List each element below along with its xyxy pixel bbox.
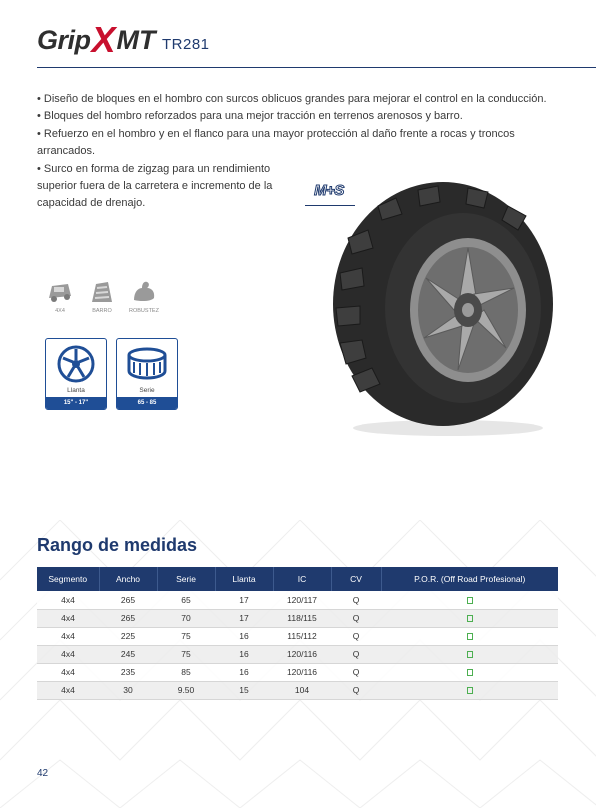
card-label: Serie xyxy=(139,387,155,394)
table-cell: 17 xyxy=(215,591,273,609)
checkbox-icon xyxy=(467,651,473,658)
table-cell: 120/117 xyxy=(273,591,331,609)
feature-item: • Refuerzo en el hombro y en el flanco para una mayor protección al daño frente a rocas y troncos arrancados. xyxy=(37,127,515,158)
page-number: 42 xyxy=(37,768,49,779)
4x4-vehicle-icon xyxy=(46,278,74,304)
table-cell: Q xyxy=(331,591,381,609)
table-cell: 4x4 xyxy=(37,663,99,681)
table-cell: 4x4 xyxy=(37,681,99,699)
table-cell: Q xyxy=(331,663,381,681)
table-cell: 16 xyxy=(215,627,273,645)
table-cell: 17 xyxy=(215,609,273,627)
table-cell: 265 xyxy=(99,609,157,627)
table-cell: 85 xyxy=(157,663,215,681)
checkbox-icon xyxy=(467,669,473,676)
card-range: 65 - 85 xyxy=(117,397,177,409)
table-cell: 235 xyxy=(99,663,157,681)
header-divider xyxy=(37,67,596,68)
table-row xyxy=(37,627,558,645)
table-cell xyxy=(381,591,558,609)
table-row xyxy=(37,663,558,681)
feature-robustez xyxy=(129,278,159,314)
table-cell: 15 xyxy=(215,681,273,699)
feature-barro xyxy=(87,278,117,314)
ms-badge-text: M+S xyxy=(314,182,344,199)
table-cell: 4x4 xyxy=(37,645,99,663)
tire-illustration xyxy=(318,178,558,440)
table-cell: 4x4 xyxy=(37,627,99,645)
table-header-row xyxy=(37,567,558,591)
table-cell: Q xyxy=(331,645,381,663)
feature-icons-row xyxy=(45,278,159,314)
tire-series-icon xyxy=(126,345,168,383)
checkbox-icon xyxy=(467,687,473,694)
tire-image xyxy=(318,178,558,440)
table-cell: 104 xyxy=(273,681,331,699)
table-cell: 4x4 xyxy=(37,609,99,627)
table-row xyxy=(37,591,558,609)
column-header: CV xyxy=(331,567,381,591)
table-row xyxy=(37,681,558,699)
brand-logo xyxy=(37,19,156,60)
table-cell xyxy=(381,681,558,699)
brand-x-mark: X xyxy=(91,19,116,60)
checkbox-icon xyxy=(467,633,473,640)
table-cell: 70 xyxy=(157,609,215,627)
column-header: IC xyxy=(273,567,331,591)
table-cell: Q xyxy=(331,609,381,627)
column-header: Segmento xyxy=(37,567,99,591)
feature-item: • Bloques del hombro reforzados para una mejor tracción en terrenos arenosos y barro. xyxy=(37,110,463,123)
table-cell: Q xyxy=(331,627,381,645)
llanta-card xyxy=(45,338,107,410)
table-cell: 115/112 xyxy=(273,627,331,645)
table-cell: 75 xyxy=(157,645,215,663)
spec-table xyxy=(37,567,558,700)
table-cell xyxy=(381,645,558,663)
table-cell: 120/116 xyxy=(273,645,331,663)
feature-item: • Diseño de bloques en el hombro con surcos oblicuos grandes para mejorar el control en la conducción. xyxy=(37,93,547,105)
model-code: TR281 xyxy=(162,36,210,53)
feature-item: • Surco en forma de zigzag para un rendimiento superior fuera de la carretera e incremento de la capacidad de drenajo. xyxy=(37,162,273,210)
feature-label: 4X4 xyxy=(55,308,65,314)
checkbox-icon xyxy=(467,615,473,622)
column-header: Ancho xyxy=(99,567,157,591)
column-header: P.O.R. (Off Road Profesional) xyxy=(381,567,558,591)
table-cell: 75 xyxy=(157,627,215,645)
table-cell: 16 xyxy=(215,645,273,663)
table-cell: 120/116 xyxy=(273,663,331,681)
table-cell: 30 xyxy=(99,681,157,699)
section-title: Rango de medidas xyxy=(37,535,198,555)
table-cell: 4x4 xyxy=(37,591,99,609)
table-row xyxy=(37,645,558,663)
column-header: Llanta xyxy=(215,567,273,591)
table-cell: 65 xyxy=(157,591,215,609)
brand-grip-text: Grip xyxy=(37,24,91,55)
brand-mt-text: MT xyxy=(116,24,156,55)
feature-4x4 xyxy=(45,278,75,314)
card-label: Llanta xyxy=(67,387,85,394)
table-cell: Q xyxy=(331,681,381,699)
table-cell: 265 xyxy=(99,591,157,609)
table-row xyxy=(37,609,558,627)
checkbox-icon xyxy=(467,597,473,604)
feature-label: ROBUSTEZ xyxy=(129,308,159,314)
feature-label: BARRO xyxy=(92,308,112,314)
table-cell: 118/115 xyxy=(273,609,331,627)
table-cell xyxy=(381,609,558,627)
table-cell: 225 xyxy=(99,627,157,645)
table-cell: 16 xyxy=(215,663,273,681)
rim-icon xyxy=(55,345,97,383)
table-cell: 9.50 xyxy=(157,681,215,699)
table-cell xyxy=(381,663,558,681)
column-header: Serie xyxy=(157,567,215,591)
mud-terrain-icon xyxy=(88,278,116,304)
table-cell xyxy=(381,627,558,645)
card-range: 15" - 17" xyxy=(46,397,106,409)
strength-arm-icon xyxy=(130,278,158,304)
serie-card xyxy=(116,338,178,410)
table-cell: 245 xyxy=(99,645,157,663)
